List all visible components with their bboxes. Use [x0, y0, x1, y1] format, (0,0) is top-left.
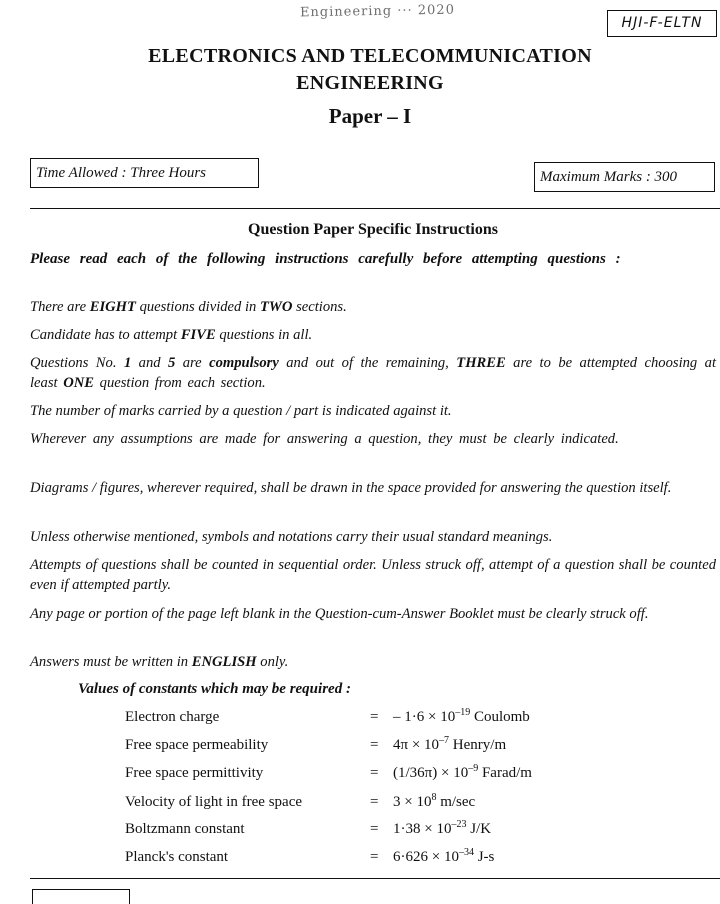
- instruction-item: Attempts of questions shall be counted in sequential order. Unless struck off, attempt of a question shall be counted even if attempted partly.: [30, 557, 716, 593]
- constant-value: $4\pi \times 10^{-7}$ Henry/m: [393, 735, 507, 753]
- constant-value: $6\cdot 626 \times 10^{-34}$ J-s: [393, 847, 495, 865]
- constant-name: Free space permeability: [125, 737, 269, 753]
- paper-title-line1: ELECTRONICS AND TELECOMMUNICATION: [148, 45, 592, 67]
- instruction-item: Diagrams / figures, wherever required, shall be drawn in the space provided for answering the question itself.: [30, 480, 672, 496]
- constant-name: Velocity of light in free space: [125, 794, 303, 810]
- time-allowed-box: Time Allowed : Three Hours: [30, 158, 259, 188]
- equals-sign: =: [370, 737, 379, 753]
- instruction-item: Answers must be written in ENGLISH only.: [30, 654, 289, 670]
- constant-row: [125, 737, 565, 761]
- instruction-item: Questions No. 1 and 5 are compulsory and out of the remaining, THREE are to be attempted choosing at least ONE question from each section.: [30, 355, 717, 391]
- instruction-item: Wherever any assumptions are made for answering a question, they must be clearly indicated.: [30, 431, 619, 447]
- footer-code-box: [32, 889, 130, 904]
- paper-title-line2: ENGINEERING: [296, 72, 444, 94]
- constant-name: Free space permittivity: [125, 765, 264, 781]
- header-stamp: Engineering ··· 2020: [299, 2, 456, 21]
- instruction-item: The number of marks carried by a question / part is indicated against it.: [30, 403, 452, 419]
- constant-row: [125, 794, 565, 818]
- constant-name: Planck's constant: [125, 849, 229, 865]
- paper-number: Paper – I: [328, 104, 412, 128]
- divider-bottom: [30, 878, 720, 879]
- maximum-marks-box: Maximum Marks : 300: [534, 162, 715, 192]
- constant-row: [125, 821, 565, 845]
- equals-sign: =: [370, 849, 379, 865]
- equals-sign: =: [370, 709, 379, 725]
- constants-heading: Values of constants which may be required :: [78, 681, 351, 697]
- constant-row: [125, 849, 565, 873]
- constant-value: $3 \times 10^8$ m/sec: [393, 792, 476, 810]
- divider-top: [30, 208, 720, 209]
- constant-value: $(1/36\pi) \times 10^{-9}$ Farad/m: [393, 763, 532, 781]
- instructions-intro: Please read each of the following instructions carefully before attempting questions :: [30, 251, 621, 267]
- constant-row: [125, 765, 565, 789]
- instructions-heading: Question Paper Specific Instructions: [248, 221, 498, 238]
- constant-name: Electron charge: [125, 709, 220, 725]
- constant-name: Boltzmann constant: [125, 821, 245, 837]
- equals-sign: =: [370, 794, 379, 810]
- constant-row: [125, 709, 565, 733]
- constant-value: – $1\cdot 6 \times 10^{-19}$ Coulomb: [393, 707, 530, 725]
- instruction-item: There are EIGHT questions divided in TWO sections.: [30, 299, 347, 315]
- instruction-item: Candidate has to attempt FIVE questions in all.: [30, 327, 313, 343]
- equals-sign: =: [370, 821, 379, 837]
- constant-value: $1\cdot 38 \times 10^{-23}$ J/K: [393, 819, 492, 837]
- instruction-item: Any page or portion of the page left blank in the Question-cum-Answer Booklet must be clearly struck off.: [30, 606, 649, 622]
- paper-code-box: HJI-F-ELTN: [607, 10, 717, 37]
- equals-sign: =: [370, 765, 379, 781]
- instruction-item: Unless otherwise mentioned, symbols and notations carry their usual standard meanings.: [30, 529, 553, 545]
